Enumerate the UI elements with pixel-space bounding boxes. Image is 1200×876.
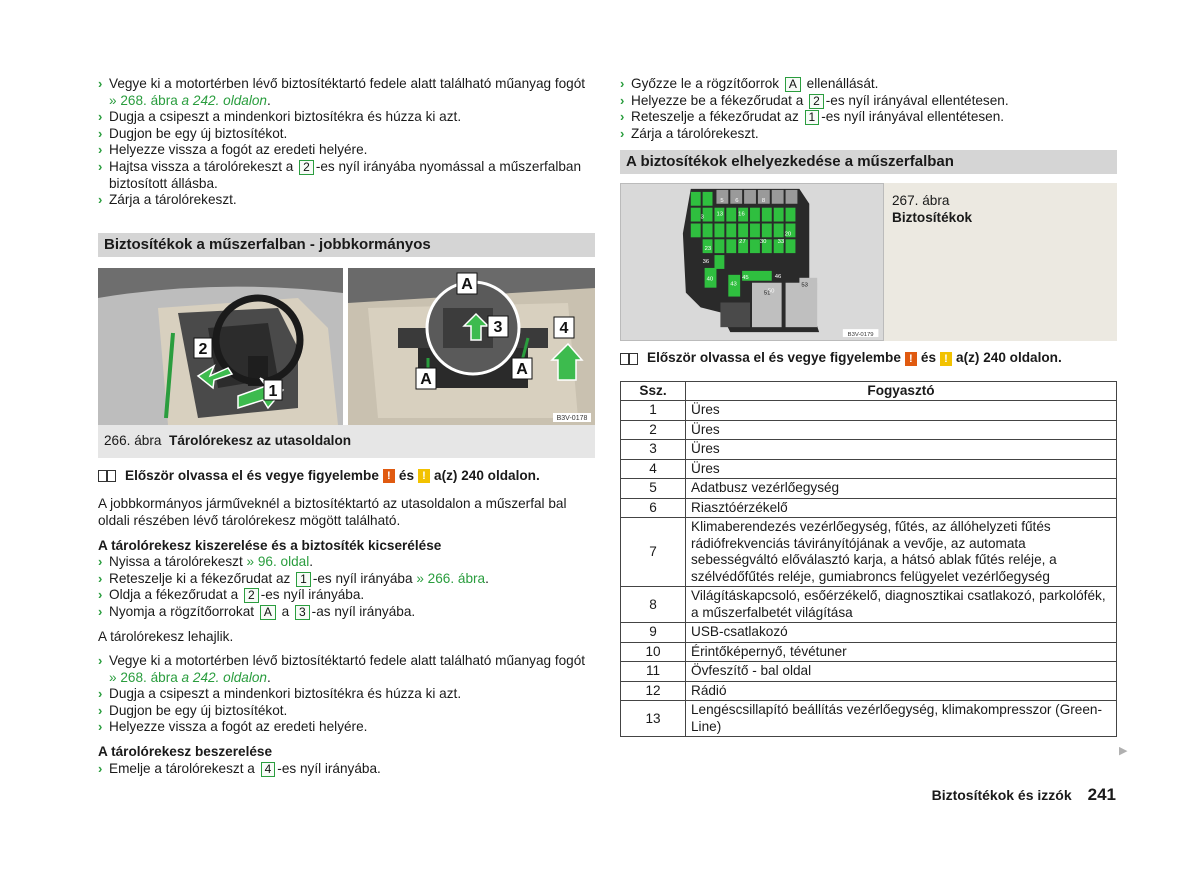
- label-A: A: [420, 370, 432, 388]
- ref-box: A: [785, 77, 801, 92]
- list-item: › Zárja a tárolórekeszt.: [620, 125, 759, 141]
- book-icon: [620, 353, 638, 365]
- figure-code: B3V-0178: [556, 414, 588, 422]
- cross-ref-link[interactable]: » 266. ábra: [416, 570, 486, 586]
- list-item: › Oldja a fékezőrudat a 2 -es nyíl irányába.: [98, 587, 365, 603]
- table-row: 6 Riasztóérzékelő: [621, 498, 1117, 518]
- label-A: A: [461, 275, 473, 293]
- warning-red-icon: !: [905, 352, 917, 366]
- table-row: 11 Övfeszítő - bal oldal: [621, 662, 1117, 682]
- fuse-label: 45: [742, 275, 749, 282]
- fuse-label: 36: [702, 259, 710, 266]
- ref-box: A: [260, 605, 276, 620]
- figure-caption: 266. ábra Tárolórekesz az utasoldalon: [98, 425, 595, 458]
- right-list-1: [620, 76, 1117, 142]
- table-row: 4 Üres: [621, 459, 1117, 479]
- table-row: 12 Rádió: [621, 681, 1117, 701]
- column-header: Ssz.: [621, 381, 686, 401]
- ref-box: 4: [261, 762, 276, 777]
- label-4: 4: [559, 319, 569, 337]
- table-row: 9 USB-csatlakozó: [621, 623, 1117, 643]
- list-item: › Győzze le a rögzítőorrok A ellenállását.: [620, 76, 879, 91]
- table-row: 3 Üres: [621, 440, 1117, 460]
- fuse-label: 23: [704, 246, 712, 253]
- list-item: › Helyezze be a fékezőrudat a 2 -es nyíl irányával ellentétesen.: [620, 92, 1009, 108]
- table-row: 13 Lengéscsillapító beállítás vezérlőegység, klimakompresszor (Green-Line): [621, 701, 1117, 737]
- warning-yellow-icon: !: [418, 469, 430, 483]
- glovebox-illustration: [98, 268, 595, 425]
- warning-red-icon: !: [383, 469, 395, 483]
- label-A: A: [516, 360, 528, 378]
- ref-box: 2: [299, 160, 314, 175]
- fuse-label: 33: [777, 239, 785, 246]
- list-item: › Zárja a tárolórekeszt.: [98, 192, 237, 208]
- table-row: 5 Adatbusz vezérlőegység: [621, 479, 1117, 499]
- fuse-label: 50: [767, 288, 775, 295]
- table-row: 10 Érintőképernyő, tévétuner: [621, 642, 1117, 662]
- fuse-label: 6: [735, 198, 739, 205]
- subheading-install: A tárolórekesz beszerelése: [98, 744, 273, 760]
- fuse-label: 27: [739, 239, 746, 246]
- ref-box: 1: [296, 572, 311, 587]
- list-item: › Reteszelje a fékezőrudat az 1 -es nyíl irányával ellentétesen.: [620, 109, 1005, 125]
- right-column: [620, 76, 1117, 737]
- label-1: 1: [268, 382, 278, 400]
- warning-yellow-icon: !: [940, 352, 952, 366]
- subheading-removal: A tárolórekesz kiszerelése és a biztosíték kicserélése: [98, 537, 442, 553]
- intro-paragraph: A jobbkormányos járműveknél a biztosítéktartó az utasoldalon a műszerfal bal oldali részében lévő tárolórekesz mögött található.: [98, 496, 567, 528]
- fuse-label: 51: [763, 290, 771, 297]
- table-row: 2 Üres: [621, 420, 1117, 440]
- fuse-label: 13: [716, 211, 724, 218]
- cross-ref-link[interactable]: » 268. ábra: [109, 92, 178, 108]
- list-item: › Hajtsa vissza a tárolórekeszt a 2 -es nyíl irányába nyomással a műszerfalban biztosított állásba.: [98, 158, 582, 191]
- continue-arrow-icon: ▶: [1119, 745, 1128, 757]
- fuse-label: 46: [774, 274, 782, 281]
- fuse-label: 16: [738, 211, 745, 218]
- fuse-label: 40: [706, 277, 714, 284]
- footer-section: Biztosítékok és izzók: [931, 787, 1072, 803]
- fuse-label: 30: [759, 239, 767, 246]
- table-header-row: [621, 381, 1117, 401]
- figure-caption: 267. ábra Biztosítékok: [892, 193, 973, 225]
- section-heading: A biztosítékok elhelyezkedése a műszerfalban: [620, 150, 1117, 174]
- list-item: › Vegye ki a motortérben lévő biztosítéktartó fedele alatt található műanyag fogót » 268. ábra a 242. oldalon.: [98, 76, 586, 108]
- ref-box: 1: [805, 110, 820, 125]
- label-2: 2: [198, 340, 208, 358]
- ref-box: 3: [295, 605, 310, 620]
- warning-line: Először olvassa el és vegye figyelembe ! és ! a(z) 240 oldalon.: [98, 468, 595, 485]
- list-item: › Dugjon be egy új biztosítékot.: [98, 125, 288, 141]
- fuse-label: 3: [700, 214, 704, 221]
- ref-box: 2: [244, 588, 259, 603]
- fuse-table: [620, 381, 1117, 738]
- list-item: › Dugja a csipeszt a mindenkori biztosítékra és húzza ki azt.: [98, 686, 462, 702]
- table-row: 1 Üres: [621, 401, 1117, 421]
- list-1: [98, 76, 595, 209]
- list-item: › Emelje a tárolórekeszt a 4 -es nyíl irányába.: [98, 760, 381, 776]
- fuse-label: 5: [720, 198, 724, 205]
- fuse-label: 20: [784, 231, 792, 238]
- cross-ref-link[interactable]: » 268. ábra: [109, 669, 178, 685]
- list-item: › Nyomja a rögzítőorrokat A a 3 -as nyíl irányába.: [98, 603, 416, 619]
- list-item: › Vegye ki a motortérben lévő biztosítéktartó fedele alatt található műanyag fogót » 268. ábra a 242. oldalon.: [98, 653, 586, 685]
- table-row: 8 Világításkapcsoló, esőérzékelő, diagnosztikai csatlakozó, parkolófék, a műszerfalbetét világítása: [621, 587, 1117, 623]
- list-2: [98, 554, 595, 620]
- list-item: › Helyezze vissza a fogót az eredeti helyére.: [98, 719, 368, 735]
- label-3: 3: [493, 318, 503, 336]
- cross-ref-link[interactable]: » 96. oldal: [246, 554, 310, 570]
- figure-266: [98, 268, 595, 425]
- table-row: 7 Klimaberendezés vezérlőegység, fűtés, az állóhelyzeti fűtés rádiófrekvenciás távirányítójának a vevője, az automata sebességváltó előválasztó karja, a hátsó ablak fűtés reléje, a szélvédőfűtés reléje, gumiabroncs felügyelet vezérlőegység: [621, 518, 1117, 587]
- loosened-text: A tárolórekesz lehajlik.: [98, 628, 234, 644]
- list-item: › Dugjon be egy új biztosítékot.: [98, 702, 288, 718]
- list-4: [98, 761, 595, 778]
- list-item: › Helyezze vissza a fogót az eredeti helyére.: [98, 142, 368, 158]
- fuse-label: 53: [801, 283, 808, 290]
- column-header: Fogyasztó: [686, 381, 1117, 401]
- ref-box: 2: [809, 94, 824, 109]
- list-item: › Reteszelje ki a fékezőrudat az 1 -es nyíl irányába » 266. ábra.: [98, 570, 489, 586]
- section-heading: Biztosítékok a műszerfalban - jobbkormányos: [98, 233, 595, 257]
- page-number: 241: [1087, 785, 1116, 804]
- fuse-box-illustration: [620, 183, 884, 341]
- figure-code: B3V-0179: [847, 332, 874, 339]
- page-footer: [932, 787, 1116, 804]
- list-3: [98, 653, 595, 736]
- warning-line: Először olvassa el és vegye figyelembe ! és ! a(z) 240 oldalon.: [620, 350, 1117, 367]
- list-item: › Nyissa a tárolórekeszt » 96. oldal.: [98, 554, 314, 570]
- fuse-label: 8: [761, 198, 766, 205]
- fuse-label: 43: [730, 282, 737, 289]
- list-item: › Dugja a csipeszt a mindenkori biztosítékra és húzza ki azt.: [98, 109, 462, 125]
- figure-267: [620, 183, 1117, 341]
- book-icon: [98, 470, 116, 482]
- left-column: [98, 76, 595, 777]
